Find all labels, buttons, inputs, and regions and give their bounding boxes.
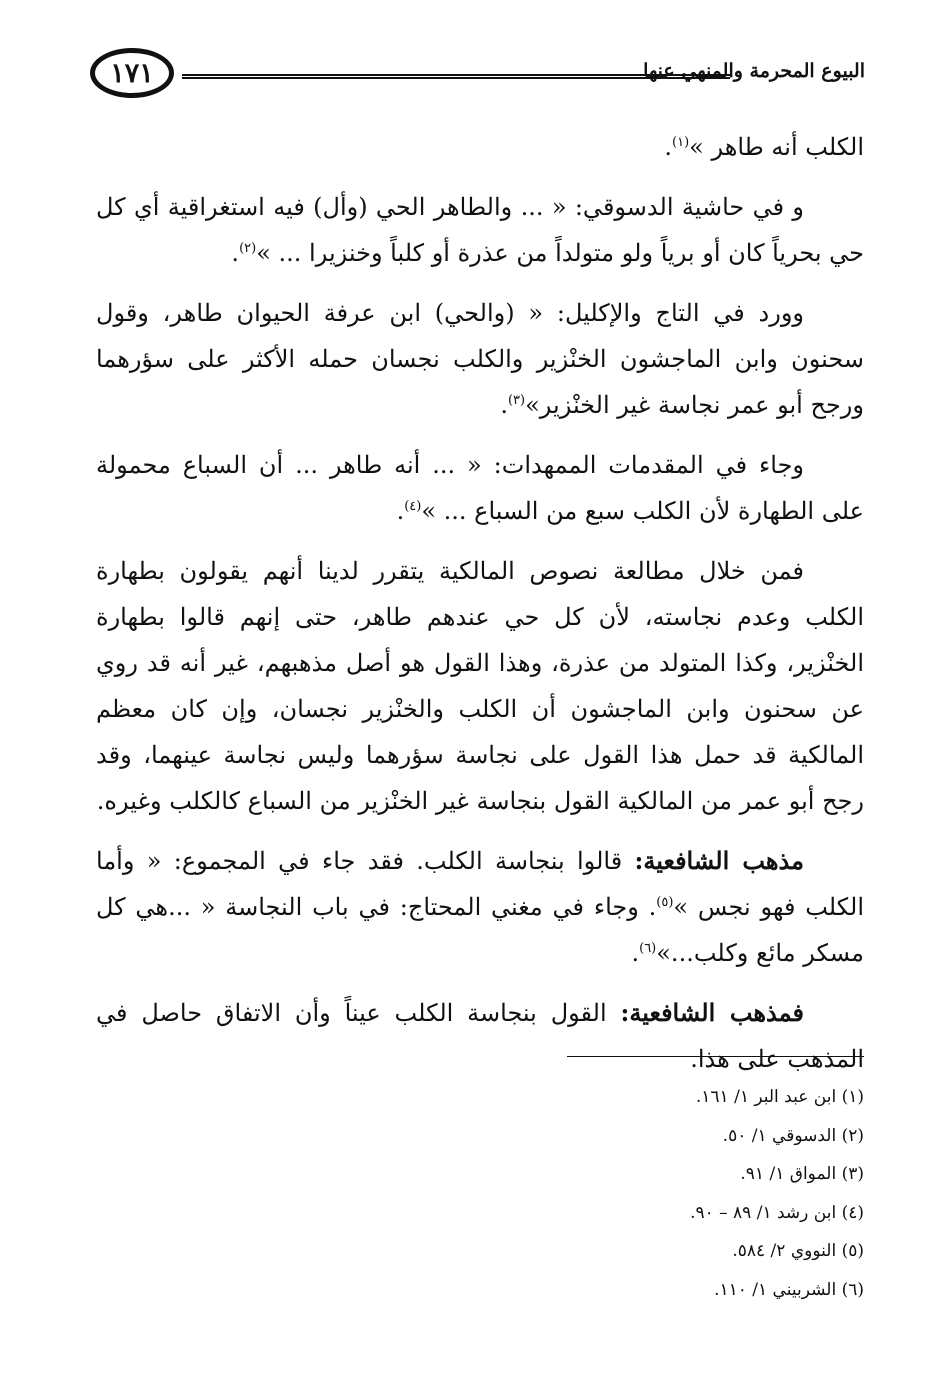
page-number: ١٧١ bbox=[110, 57, 154, 89]
footnote-ref: (١) bbox=[672, 135, 690, 150]
header-double-rule bbox=[182, 74, 730, 79]
footnote-ref: (٥) bbox=[656, 895, 674, 910]
footnote: (٤) ابن رشد ١/ ٨٩ – ٩٠. bbox=[690, 1202, 864, 1223]
running-title: البيوع المحرمة والمنهي عنها bbox=[643, 60, 865, 82]
page-header bbox=[90, 48, 865, 108]
footnote-ref: (٣) bbox=[507, 393, 526, 408]
footnote-ref: (٢) bbox=[239, 241, 257, 256]
paragraph: مذهب الشافعية: قالوا بنجاسة الكلب. فقد جاء في المجموع: « وأما الكلب فهو نجس »$^{(٥)}$. وجاء في مغني المحتاج: في باب النجاسة « ...هي كل مسكر مائع وكلب...»$^{(٦)}$. bbox=[96, 846, 864, 967]
footnote-ref: (٤) bbox=[404, 499, 422, 514]
paragraph: فمذهب الشافعية: القول بنجاسة الكلب عيناً وأن الاتفاق حاصل في المذهب على هذا. bbox=[96, 998, 864, 1073]
footnote: (٦) الشربيني ١/ ١١٠. bbox=[714, 1279, 864, 1300]
footnote: (٥) النووي ٢/ ٥٨٤. bbox=[732, 1241, 864, 1261]
footnote-separator bbox=[567, 1056, 864, 1057]
paragraph: وورد في التاج والإكليل: « (والحي) ابن عرفة الحيوان طاهر، وقول سحنون وابن الماجشون الخنْزير والكلب نجسان حمله الأكثر على سؤرهما ورجح أبو عمر نجاسة غير الخنْزير»$^{(٣)}$. bbox=[96, 299, 864, 419]
paragraph: فمن خلال مطالعة نصوص المالكية يتقرر لدينا أنهم يقولون بطهارة الكلب وعدم نجاسته، لأن كل حي عندهم طاهر، حتى إنهم قالوا بطهارة الخنْزير، وكذا المتولد من عذرة، وهذا القول هو أصل مذهبهم، غير أنه قد روي عن سحنون وابن الماجشون أن الكلب والخنْزير نجسان، وإن كان معظم المالكية قد حمل هذا القول على نجاسة سؤرهما وليس نجاسة عينهما، وقد رجح أبو عمر من المالكية القول بنجاسة غير الخنْزير من السباع كالكلب وغيره. bbox=[96, 557, 864, 815]
footnote: (٢) الدسوقي ١/ ٥٠. bbox=[722, 1125, 864, 1146]
section-heading-inline: مذهب الشافعية: bbox=[634, 846, 804, 875]
footnote: (١) ابن عبد البر ١/ ١٦١. bbox=[695, 1087, 864, 1107]
footnote: (٣) المواق ١/ ٩١. bbox=[740, 1164, 864, 1184]
paragraph: وجاء في المقدمات الممهدات: « ... أنه طاهر ... أن السباع محمولة على الطهارة لأن الكلب سبع من السباع ... »$^{(٤)}$. bbox=[96, 451, 864, 525]
paragraph: و في حاشية الدسوقي: « ... والطاهر الحي (وأل) فيه استغراقية أي كل حي بحرياً كان أو برياً ولو متولداً من عذرة أو كلباً وخنزيرا ... »$^{(٢)}$. bbox=[96, 193, 864, 267]
footnotes bbox=[464, 1078, 864, 1309]
paragraph: الكلب أنه طاهر »$^{(١)}$. bbox=[664, 133, 864, 161]
footnote-ref: (٦) bbox=[639, 941, 657, 956]
body-text bbox=[96, 124, 864, 1096]
section-heading-inline: فمذهب الشافعية: bbox=[620, 998, 805, 1027]
page-number-badge bbox=[90, 48, 174, 98]
